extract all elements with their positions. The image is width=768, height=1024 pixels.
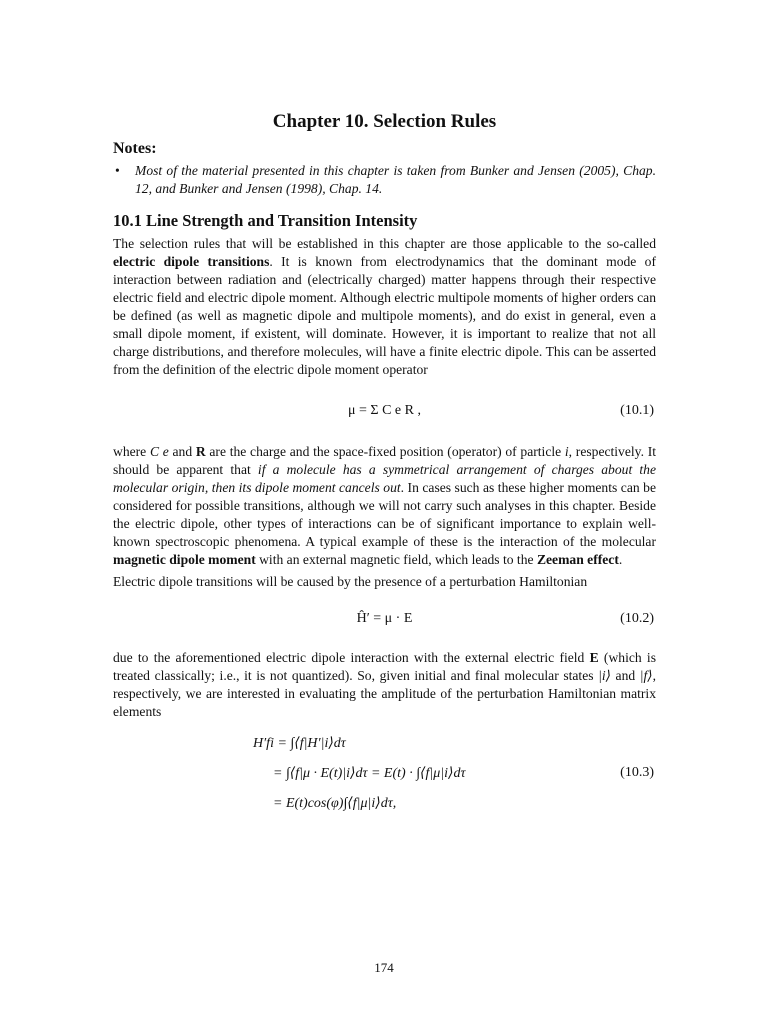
page-number: 174 bbox=[374, 960, 394, 975]
equation-10-3-line-2: = ∫⟨f|μ · E(t)|i⟩dτ = E(t) · ∫⟨f|μ|i⟩dτ bbox=[273, 766, 466, 781]
equation-10-1 bbox=[113, 391, 656, 443]
equation-10-2-math: Ĥ′ = μ · E bbox=[356, 611, 413, 626]
paragraph-hamiltonian: Electric dipole transitions will be caused by the presence of a perturbation Hamiltonian bbox=[113, 574, 588, 589]
equation-10-3 bbox=[113, 735, 656, 835]
page-content bbox=[113, 108, 656, 835]
bullet-icon: • bbox=[115, 163, 120, 178]
notes-item: • Most of the material presented in this chapter is taken from Bunker and Jensen (2005), Chap. 12, and Bunker and Jensen (1998), Chap. 14. bbox=[115, 163, 656, 196]
notes-heading: Notes: bbox=[113, 140, 157, 157]
equation-10-1-math: μ = Σ C e R , bbox=[348, 403, 421, 418]
equation-10-1-number: (10.1) bbox=[620, 403, 654, 418]
notes-list bbox=[113, 162, 656, 198]
paragraph-matrix: due to the aforementioned electric dipole interaction with the external electric field E (which is treated classically; i.e., it is not quantized). So, given initial and final molecular states |i⟩ and |f⟩, respectively, we are interested in evaluating the amplitude of the perturbation Hamiltonian matrix elements bbox=[113, 650, 656, 719]
equation-10-3-line-1: H′fi = ∫⟨f|H′|i⟩dτ bbox=[253, 736, 346, 751]
paragraph-dipole: where C e and R are the charge and the space-fixed position (operator) of particle i, respectively. It should be apparent that if a molecule has a symmetrical arrangement of charges about the molecular origin, then its dipole moment cancels out. In cases such as these higher moments can be considered for possible transitions, although we will not carry such analyses in this chapter. Beside the electric dipole, other types of interactions can be of significant importance to explain well-known spectroscopic phenomena. A typical example of these is the interaction of the molecular magnetic dipole moment with an external magnetic field, which leads to the Zeeman effect. bbox=[113, 444, 657, 567]
equation-10-2 bbox=[113, 599, 656, 641]
chapter-title: Chapter 10. Selection Rules bbox=[272, 111, 497, 132]
section-heading: 10.1 Line Strength and Transition Intensity bbox=[113, 211, 418, 230]
equation-10-3-number: (10.3) bbox=[620, 765, 654, 780]
equation-10-2-number: (10.2) bbox=[620, 611, 654, 626]
paragraph-intro: The selection rules that will be established in this chapter are those applicable to the so-called electric dipole transitions. It is known from electrodynamics that the dominant mode of interaction between radiation and (electrically charged) matter happens through their respective electric field and electric dipole moment. Although electric multipole moments of higher orders can be defined (as well as magnetic dipole and multipole moments), and do exist in general, even a small dipole moment, if existent, will dominate. However, it is important to realize that not all charge distributions, and therefore molecules, will have a finite electric dipole. This can be asserted from the definition of the electric dipole moment operator bbox=[113, 236, 656, 377]
equation-10-3-line-3: = E(t)cos(φ)∫⟨f|μ|i⟩dτ, bbox=[273, 796, 397, 811]
